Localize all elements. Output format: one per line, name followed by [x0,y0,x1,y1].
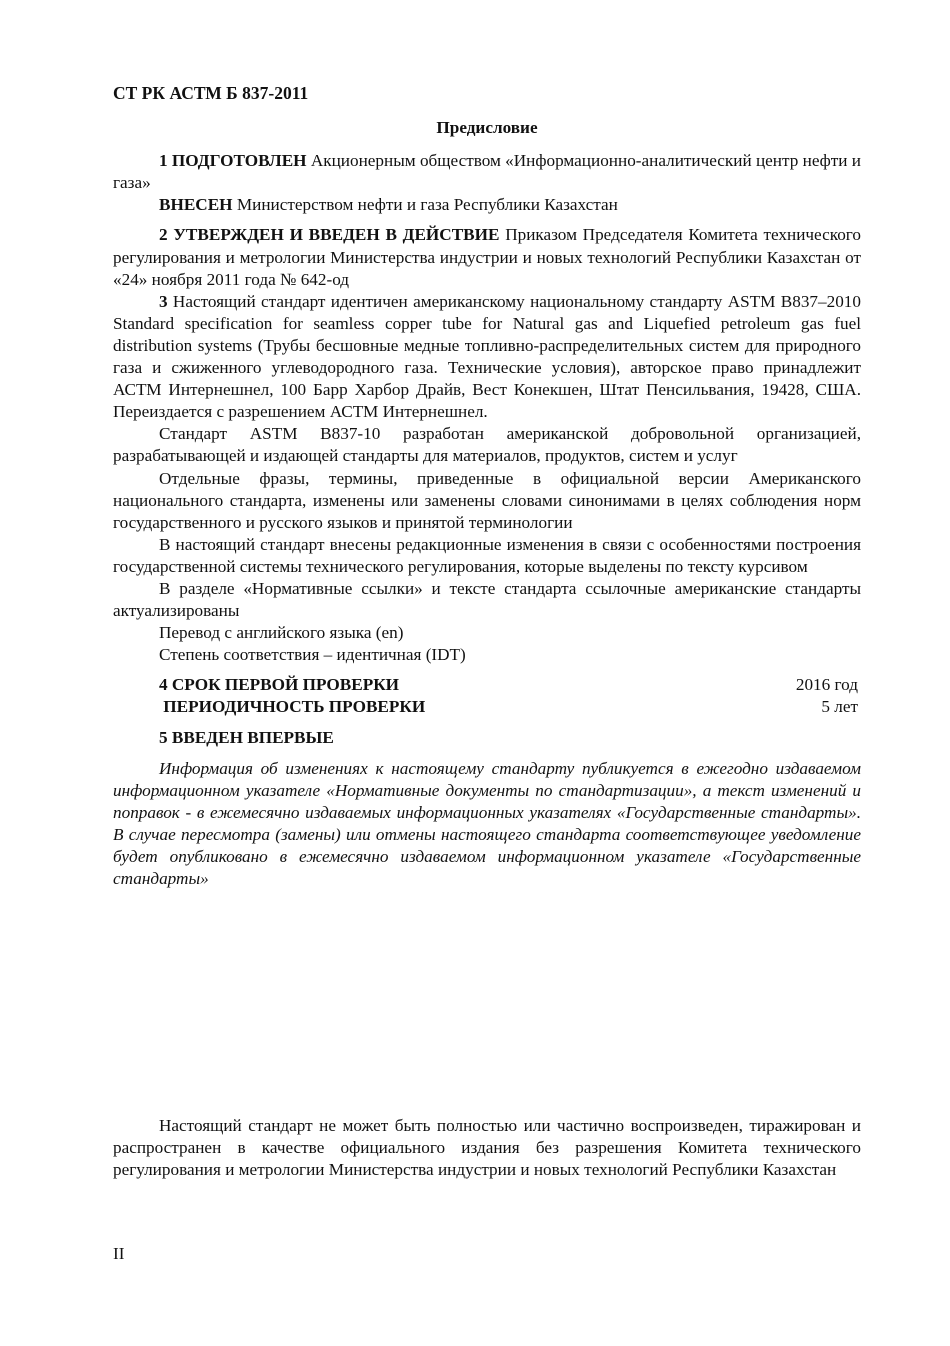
section-3-paragraph [113,291,861,424]
section-1-paragraph [113,150,861,194]
copyright-notice-text: Настоящий стандарт не может быть полностью или частично воспроизведен, тиражирован и распространен в качестве официального издания без разрешения Комитета технического регулирования и метрологии Министерства индустрии и новых технологий Республики Казахстан [113,1116,861,1180]
section-1-submitted-text: Министерством нефти и газа Республики Казахстан [232,195,618,215]
section-5-text: Информация об изменениях к настоящему стандарту публикуется в ежегодно издаваемом информационном указателе «Нормативные документы по стандартизации», а текст изменений и поправок - в ежемесячно издаваемых информационных указателях «Государственные стандарты». В случае пересмотра (замены) или отмены настоящего стандарта соответствующее уведомление будет опубликовано в ежемесячно издаваемом информационном указателе «Государственные стандарты» [113,758,861,889]
section-1-submitted-paragraph [113,194,861,216]
section-3-paragraph-3: Отдельные фразы, термины, приведенные в официальной версии Американского национального стандарта, изменены или заменены словами синонимами в целях соблюдения норм государственного и русского языков и принятой терминологии [113,468,861,532]
section-4-first-review-label: 4 СРОК ПЕРВОЙ ПРОВЕРКИ [159,675,400,695]
section-3-paragraph-5: В разделе «Нормативные ссылки» и тексте стандарта ссылочные американские стандарты актуализированы [113,578,861,621]
section-4-periodicity-value: 5 лет [821,697,858,717]
section-4-periodicity-row [113,696,861,718]
section-3-paragraph-2: Стандарт ASTM B837-10 разработан американской добровольной организацией, разрабатывающей и издающей стандарты для материалов, продуктов, систем и услуг [113,424,861,466]
section-1-lead: 1 ПОДГОТОВЛЕН [159,151,307,171]
section-4-first-review-row [113,674,861,696]
section-4-first-review-value: 2016 год [795,675,858,695]
section-3-paragraph-4: В настоящий стандарт внесены редакционные изменения в связи с особенностями построения государственной системы технического регулирования, которые выделены по тексту курсивом [113,534,861,576]
document-code-header: СТ РК АСТМ Б 837-2011 [113,83,309,103]
section-5-lead: 5 ВВЕДЕН ВПЕРВЫЕ [159,727,334,747]
section-1-text: Акционерным обществом «Информационно-аналитический центр нефти и газа» [113,151,862,193]
section-4-periodicity-label: ПЕРИОДИЧНОСТЬ ПРОВЕРКИ [159,697,426,717]
section-3-conformity-note: Степень соответствия – идентичная (IDT) [159,645,466,665]
section-3-translation-note: Перевод с английского языка (en) [159,623,404,643]
page-title: Предисловие [436,118,538,138]
page-number: II [113,1244,125,1263]
copyright-notice [113,1115,861,1181]
section-2-text: Приказом Председателя Комитета технического регулирования и метрологии Министерства индустрии и новых технологий Республики Казахстан от «24» ноября 2011 года № 642-од [113,225,862,289]
section-1-submitted-lead: ВНЕСЕН [159,195,233,215]
section-2-lead: 2 УТВЕРЖДЕН И ВВЕДЕН В ДЕЙСТВИЕ [159,225,500,245]
section-2-paragraph [113,224,861,290]
section-3-lead: 3 [159,291,168,311]
section-3-text: Настоящий стандарт идентичен американскому национальному стандарту ASTM B837–2010 Standard specification for seamless copper tube for Natural gas and Liquefied petroleum gas fuel distribution systems (Трубы бесшовные медные топливно-распределительных систем для природного газа и сжиженного углеводородного газа. Технические условия), авторское право принадлежит АСТМ Интернешнел, 100 Барр Харбор Драйв, Вест Конекшен, Штат Пенсильвания, 19428, США. Переиздается с разрешением АСТМ Интернешнел. [113,291,861,422]
document-page [113,82,861,890]
